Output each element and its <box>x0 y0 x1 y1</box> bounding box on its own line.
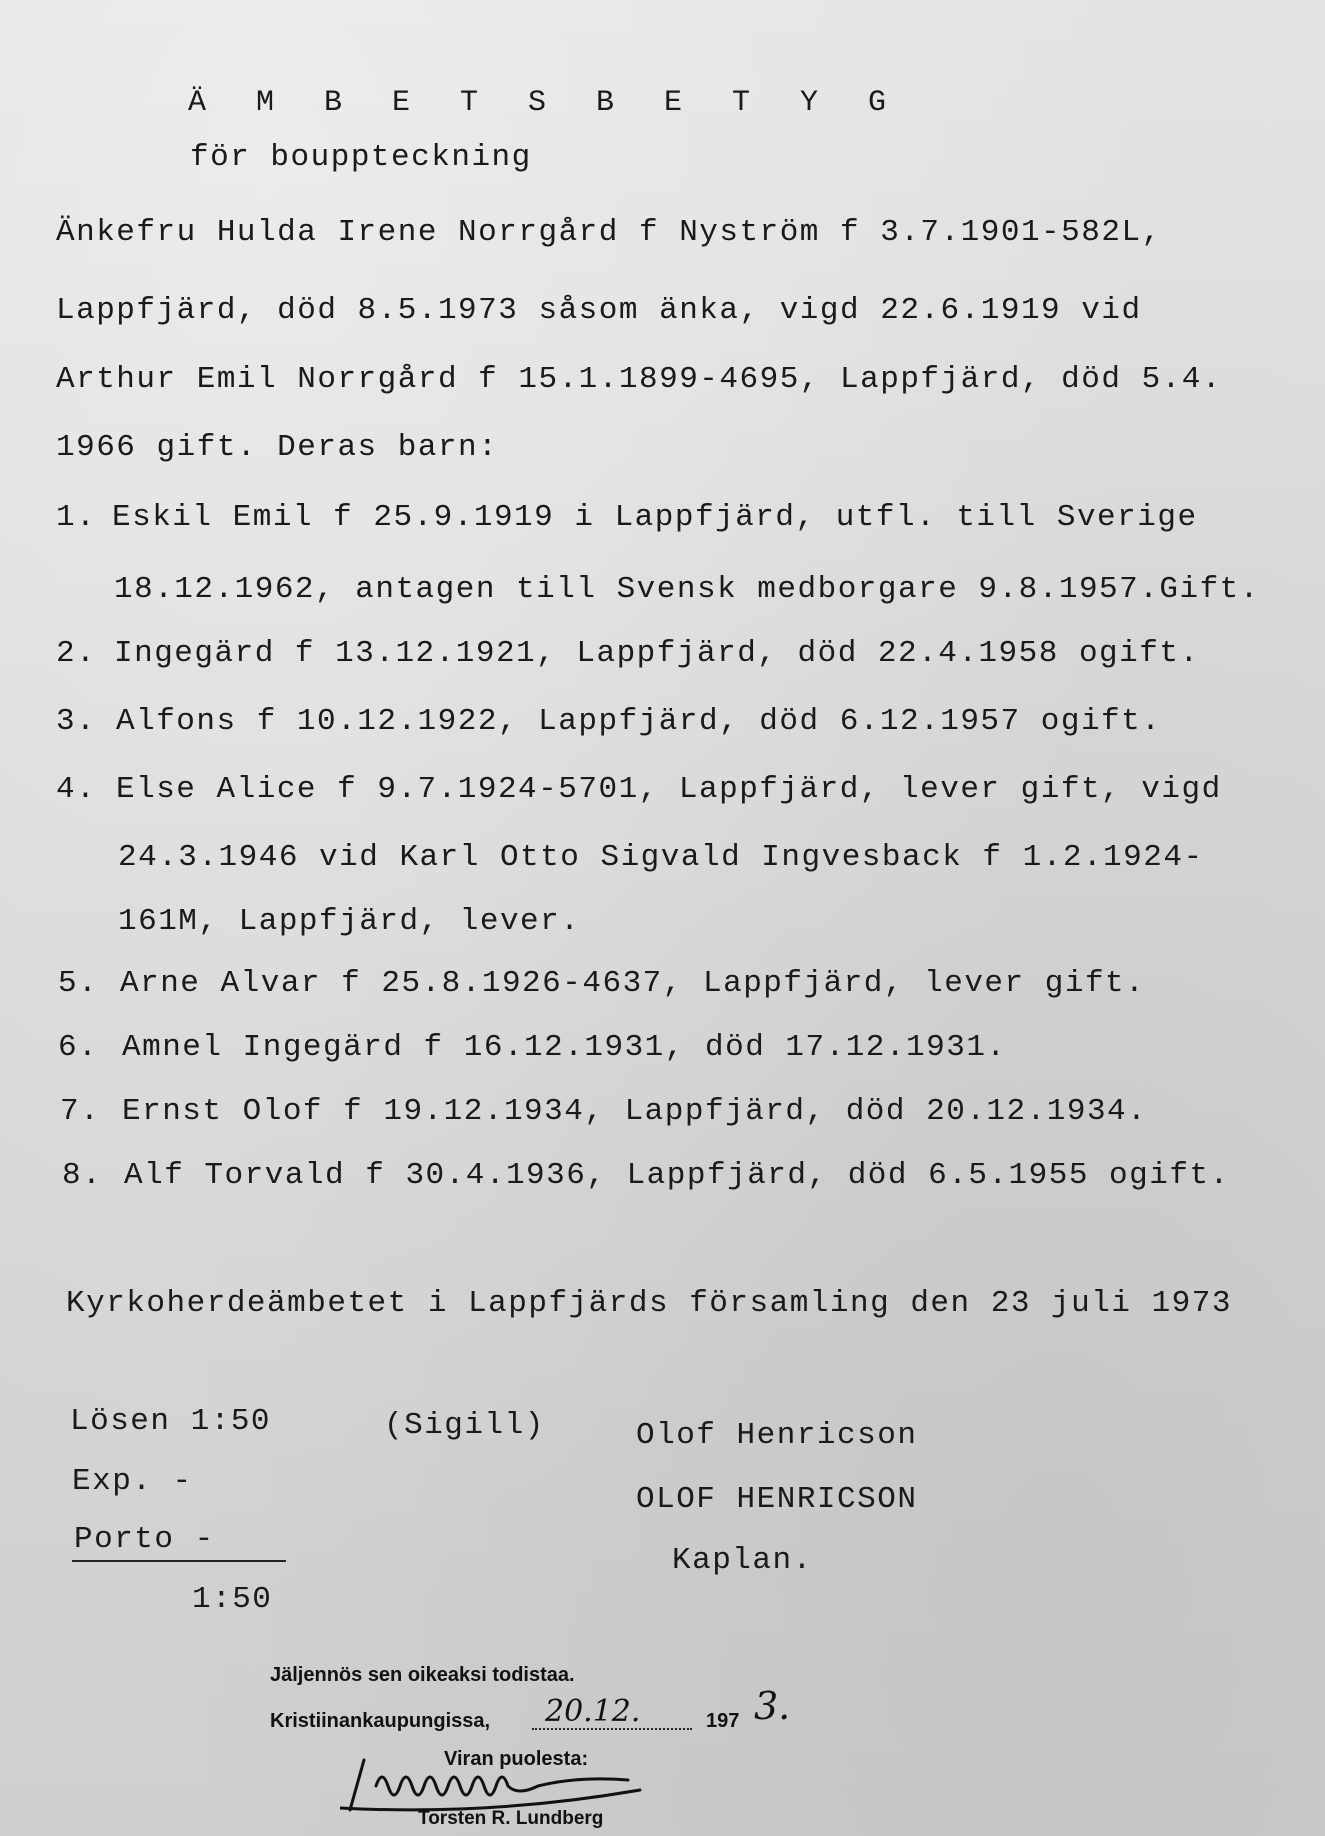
document-subtitle: för bouppteckning <box>190 140 532 175</box>
child-7-number: 7. <box>60 1094 101 1129</box>
signatory-name-caps: OLOF HENRICSON <box>636 1482 918 1517</box>
certification-year-prefix: 197 <box>706 1710 740 1732</box>
child-8-number: 8. <box>62 1158 103 1193</box>
child-4-line-3: 161M, Lappfjärd, lever. <box>118 904 581 939</box>
certification-line-3: Viran puolesta: <box>444 1748 589 1770</box>
child-3-number: 3. <box>56 704 97 739</box>
child-5-line-1: Arne Alvar f 25.8.1926-4637, Lappfjärd, lever gift. <box>120 966 1146 1001</box>
document-title: Ä M B E T S B E T Y G <box>188 86 903 120</box>
child-4-line-1: Else Alice f 9.7.1924-5701, Lappfjärd, lever gift, vigd <box>116 772 1222 807</box>
child-4-line-2: 24.3.1946 vid Karl Otto Sigvald Ingvesback f 1.2.1924- <box>118 840 1204 875</box>
handwritten-year: 3. <box>754 1684 791 1728</box>
child-2-line-1: Ingegärd f 13.12.1921, Lappfjärd, död 22.4.1958 ogift. <box>114 636 1200 671</box>
fee-porto: Porto - <box>74 1522 215 1557</box>
child-6-number: 6. <box>58 1030 99 1065</box>
child-7-line-1: Ernst Olof f 19.12.1934, Lappfjärd, död 20.12.1934. <box>122 1094 1148 1129</box>
intro-line-4: 1966 gift. Deras barn: <box>56 430 499 465</box>
signatory-name: Olof Henricson <box>636 1418 918 1453</box>
fee-losen: Lösen 1:50 <box>70 1404 272 1439</box>
fee-exp: Exp. - <box>72 1464 193 1499</box>
fee-sum-underline <box>72 1560 286 1562</box>
certification-place: Kristiinankaupungissa, <box>270 1710 491 1732</box>
issuer-line: Kyrkoherdeämbetet i Lappfjärds församling den 23 juli 1973 <box>66 1286 1232 1321</box>
child-3-line-1: Alfons f 10.12.1922, Lappfjärd, död 6.12.1957 ogift. <box>116 704 1162 739</box>
intro-line-3: Arthur Emil Norrgård f 15.1.1899-4695, Lappfjärd, död 5.4. <box>56 362 1222 397</box>
child-4-number: 4. <box>56 772 97 807</box>
fee-total: 1:50 <box>192 1582 273 1617</box>
intro-line-1: Änkefru Hulda Irene Norrgård f Nyström f 3.7.1901-582L, <box>56 215 1162 250</box>
child-5-number: 5. <box>58 966 99 1001</box>
child-1-line-1: Eskil Emil f 25.9.1919 i Lappfjärd, utfl. till Sverige <box>112 500 1198 535</box>
certification-line-1: Jäljennös sen oikeaksi todistaa. <box>270 1664 575 1686</box>
child-1-line-2: 18.12.1962, antagen till Svensk medborgare 9.8.1957.Gift. <box>114 572 1260 607</box>
child-6-line-1: Amnel Ingegärd f 16.12.1931, död 17.12.1931. <box>122 1030 1007 1065</box>
seal-label: (Sigill) <box>384 1408 545 1443</box>
handwritten-date: 20.12. <box>545 1694 641 1729</box>
certification-signer: Torsten R. Lundberg <box>418 1808 604 1829</box>
signatory-title: Kaplan. <box>672 1543 813 1578</box>
intro-line-2: Lappfjärd, död 8.5.1973 såsom änka, vigd 22.6.1919 vid <box>56 293 1142 328</box>
child-8-line-1: Alf Torvald f 30.4.1936, Lappfjärd, död 6.5.1955 ogift. <box>124 1158 1230 1193</box>
child-1-number: 1. <box>56 500 97 535</box>
child-2-number: 2. <box>56 636 97 671</box>
